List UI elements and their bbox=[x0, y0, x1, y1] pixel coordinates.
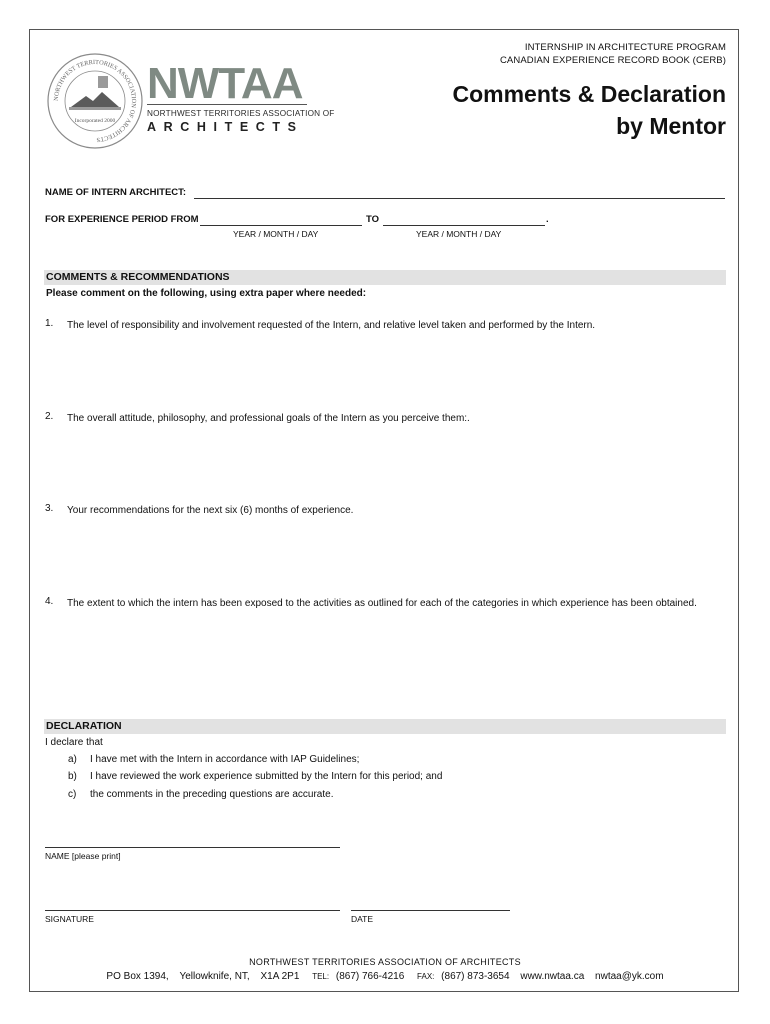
association-seal bbox=[46, 52, 144, 150]
question-3-number: 3. bbox=[45, 503, 54, 514]
document-title bbox=[452, 78, 726, 142]
signature-field[interactable] bbox=[45, 910, 340, 911]
footer-tel: (867) 766-4216 bbox=[335, 971, 405, 982]
question-2-text: The overall attitude, philosophy, and professional goals of the Intern as you perceive them:. bbox=[67, 413, 470, 424]
footer-email-link[interactable]: nwtaa@yk.com bbox=[595, 971, 664, 982]
question-4-number: 4. bbox=[45, 596, 54, 607]
date-hint-from: YEAR / MONTH / DAY bbox=[233, 229, 319, 239]
seal-incorporated: Incorporated 2000 bbox=[74, 118, 116, 124]
question-1-number: 1. bbox=[45, 318, 54, 329]
footer-fax-label: FAX: bbox=[417, 972, 435, 981]
footer-contact bbox=[0, 971, 770, 982]
declaration-item-b-letter: b) bbox=[68, 771, 77, 782]
question-2-number: 2. bbox=[45, 411, 54, 422]
comments-heading: COMMENTS & RECOMMENDATIONS bbox=[46, 271, 230, 283]
program-line-2: CANADIAN EXPERIENCE RECORD BOOK (CERB) bbox=[499, 55, 726, 66]
footer-postal: X1A 2P1 bbox=[260, 971, 300, 982]
declaration-heading: DECLARATION bbox=[46, 720, 122, 732]
footer-po-box: PO Box 1394, bbox=[106, 971, 169, 982]
title-line-2: by Mentor bbox=[616, 113, 726, 139]
period-to-label: TO bbox=[366, 214, 380, 225]
footer-website-link[interactable]: www.nwtaa.ca bbox=[520, 971, 585, 982]
name-print-label: NAME [please print] bbox=[45, 851, 121, 861]
date-field[interactable] bbox=[351, 910, 510, 911]
logo-subtitle: NORTHWEST TERRITORIES ASSOCIATION OF bbox=[147, 109, 335, 118]
footer-city: Yellowknife, NT, bbox=[179, 971, 250, 982]
seal-ring-text: NORTHWEST TERRITORIES ASSOCIATION OF ARCHITECTS bbox=[52, 58, 138, 143]
footer-org-name: NORTHWEST TERRITORIES ASSOCIATION OF ARCHITECTS bbox=[249, 957, 521, 967]
name-print-field[interactable] bbox=[45, 847, 340, 848]
question-4-text: The extent to which the intern has been exposed to the activities as outlined for each of the categories in which experience has been obtained. bbox=[67, 598, 697, 609]
program-line-1: INTERNSHIP IN ARCHITECTURE PROGRAM bbox=[524, 42, 726, 53]
declaration-item-a-text: I have met with the Intern in accordance with IAP Guidelines; bbox=[90, 754, 360, 765]
declaration-section-bar bbox=[44, 719, 726, 734]
title-line-1: Comments & Declaration bbox=[452, 81, 726, 107]
date-hint-to: YEAR / MONTH / DAY bbox=[416, 229, 502, 239]
declaration-item-c-text: the comments in the preceding questions are accurate. bbox=[90, 789, 334, 800]
program-heading bbox=[500, 41, 726, 67]
declaration-item-b-text: I have reviewed the work experience submitted by the Intern for this period; and bbox=[90, 771, 443, 782]
footer-tel-label: TEL: bbox=[312, 972, 330, 981]
declaration-item-c-letter: c) bbox=[68, 789, 77, 800]
logo-wordmark: NWTAA bbox=[147, 59, 303, 108]
question-1-text: The level of responsibility and involvement requested of the Intern, and relative level taken and performed by the Intern. bbox=[67, 320, 596, 331]
intern-name-field[interactable] bbox=[194, 198, 725, 199]
period-to-field[interactable] bbox=[383, 225, 545, 226]
declaration-intro: I declare that bbox=[45, 737, 103, 748]
period-from-label: FOR EXPERIENCE PERIOD FROM bbox=[45, 214, 199, 225]
footer-fax: (867) 873-3654 bbox=[441, 971, 510, 982]
comments-instruction: Please comment on the following, using extra paper where needed: bbox=[46, 288, 367, 299]
declaration-item-a-letter: a) bbox=[68, 754, 77, 765]
signature-label: SIGNATURE bbox=[45, 914, 94, 924]
logo-rule bbox=[147, 104, 307, 105]
question-3-text: Your recommendations for the next six (6) months of experience. bbox=[67, 505, 354, 516]
logo-architects: ARCHITECTS bbox=[147, 120, 304, 134]
date-label: DATE bbox=[351, 914, 374, 924]
intern-name-label: NAME OF INTERN ARCHITECT: bbox=[45, 187, 187, 198]
period-end-dot: . bbox=[546, 214, 549, 225]
period-from-field[interactable] bbox=[200, 225, 362, 226]
